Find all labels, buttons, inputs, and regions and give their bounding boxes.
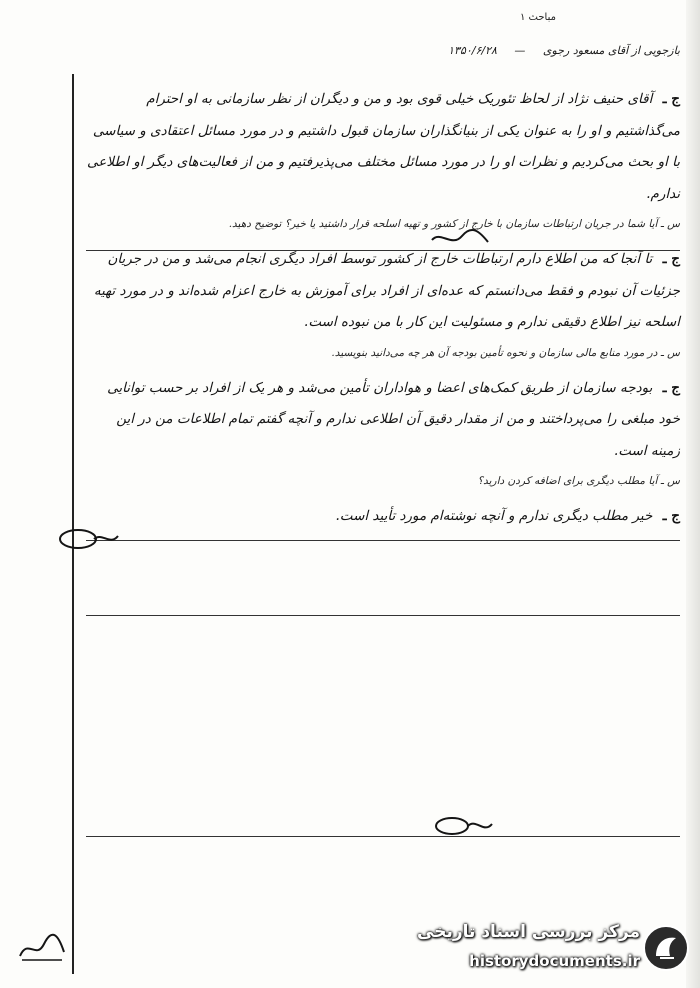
header-title: بازجویی از آقای مسعود رجوی [542, 44, 680, 57]
question-note-1: س ـ آیا شما در جریان ارتباطات سازمان با خارج از کشور و تهیه اسلحه قرار داشتید یا خیر؟ توضیح دهید. [228, 218, 680, 230]
document-header [220, 44, 680, 57]
paragraph-separator [86, 615, 680, 616]
answer-text: خیر مطلب دیگری ندارم و آنچه نوشته‌ام مورد تأیید است. [335, 508, 653, 524]
signature-mark [430, 226, 490, 250]
answer-text: تا آنجا که من اطلاع دارم ارتباطات خارج از کشور توسط افراد دیگری انجام می‌شد و من در جریان جزئیات آن نبودم و فقط می‌دانستم که عده‌ای از افراد برای آموزش به خارج اعزام شده‌اند و در مورد تهیه اسلحه نیز اطلاع دقیقی ندارم و مسئولیت این کار با من نبوده است. [93, 251, 680, 330]
answer-marker: ج ـ [662, 508, 680, 524]
header-small-note: مباحث ۱ [520, 12, 556, 23]
watermark-text-fa: مرکز بررسی اسناد تاریخی [417, 922, 640, 942]
answer-marker: ج ـ [662, 379, 680, 396]
watermark-logo-icon [642, 924, 690, 972]
scan-edge [686, 0, 700, 988]
answer-paragraph-2 [86, 244, 680, 339]
document-body [86, 84, 680, 537]
answer-text: بودجه سازمان از طریق کمک‌های اعضا و هواداران تأمین می‌شد و هر یک از افراد بر حسب توانایی خود مبلغی را می‌پرداختند و من از مقدار دقیق آن اطلاعی ندارم و آنچه گفتم تمام اطلاعات من در این زمینه است. [107, 379, 680, 459]
header-separator: — [514, 44, 526, 57]
question-note-3: س ـ آیا مطلب دیگری برای اضافه کردن دارید؟ [477, 475, 680, 487]
answer-paragraph-1 [86, 84, 680, 210]
paragraph-separator [86, 250, 680, 251]
paragraph-separator [86, 540, 680, 541]
paragraph-separator [86, 836, 680, 837]
answer-marker: ج ـ [662, 251, 680, 267]
watermark-text-en: historydocuments.ir [469, 952, 640, 970]
header-date: ۱۳۵۰/۶/۲۸ [448, 44, 497, 57]
signature-mark [432, 812, 494, 840]
question-note-2: س ـ در مورد منابع مالی سازمان و نحوه تأمین بودجه آن هر چه می‌دانید بنویسید. [331, 346, 680, 359]
answer-marker: ج ـ [662, 91, 680, 107]
footer-signature-mark [16, 930, 68, 964]
answer-paragraph-4 [86, 501, 680, 533]
signature-mark [56, 524, 120, 554]
answer-text: آقای حنیف نژاد از لحاظ تئوریک خیلی قوی بود و من و دیگران از نظر سازمانی به او احترام می‌گذاشتیم و او را به عنوان یکی از بنیانگذاران سازمان قبول داشتیم و در مورد مسائل اعتقادی و سیاسی با او بحث می‌کردیم و نظرات او را در مورد مسائل مختلف می‌پذیرفتیم و من از فعالیت‌های دیگر او اطلاعی ندارم. [87, 91, 680, 202]
watermark [412, 918, 692, 982]
answer-paragraph-3 [86, 373, 680, 468]
